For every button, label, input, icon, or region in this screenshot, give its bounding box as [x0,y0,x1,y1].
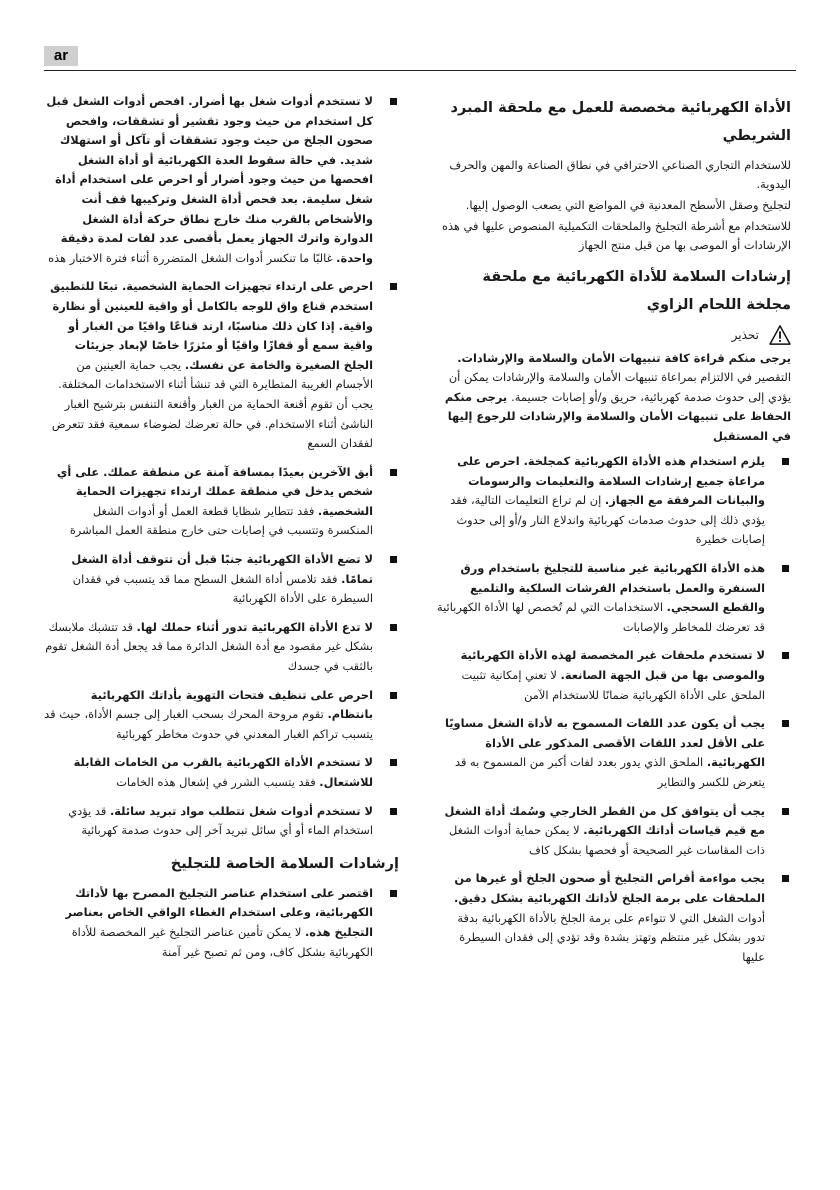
intended-use-line-2: لتجليخ وصقل الأسطح المعدنية في المواضع التي يصعب الوصول إليها. [465,198,791,212]
right-safety-list [437,452,791,967]
item-bold: لا تدع الأداة الكهربائية تدور أثناء حملك لها. [136,619,373,634]
warning-paragraph [437,349,791,446]
item-text: لا يمكن تأمين عناصر التجليخ غير المخصصة للأداة الكهربائية بشكل كاف، ومن ثم تصبح غير آمنة [71,924,373,959]
left-safety-list [44,92,399,841]
item-text: الاستخدامات التي لم تُخصص لها الأداة الكهربائية قد تعرضك للمخاطر والإصابات [437,600,765,634]
item-text: تقوم مروحة المحرك بسحب الغبار إلى جسم الأداة، حيث قد يتسبب تراكم الغبار المعدني في حدوث مخاطر كهربائية [44,707,373,741]
item-bold: احرص على ارتداء تجهيزات الحماية الشخصية. تبعًا للتطبيق استخدم قناع واق للوجه بالكامل أو واقية للعينين أو نظارة واقية. إذا كان ذلك مناسبًا، ارتد قناعًا واقيًا من الغبار أو واقية سمع أو قفازًا واقيًا أو مئزرًا خاصًا لإبعاد جزيئات الجلخ الصغيرة والخامة عن نفسك. [50,279,373,372]
list-item [44,92,399,268]
list-item [44,802,399,841]
item-bold: اقتصر على استخدام عناصر التجليخ المصرح بها لأداتك الكهربائية، وعلى استخدام الغطاء الواقي الخاص بعناصر التجليخ هذه. [65,885,373,939]
item-text: فقد يتسبب الشرر في إشعال هذه الخامات [116,775,320,789]
item-bold: يجب مواءمة أقراص التجليخ أو صحون الجلخ أو غيرها من الملحقات على برمة الجلخ لأداتك الكهربائية بشكل دقيق. [453,871,765,905]
intended-use-line-1: للاستخدام التجاري الصناعي الاحترافي في نطاق الصناعة والمهن والحرف اليدوية. [449,158,791,191]
section-title-safety: إرشادات السلامة للأداة الكهربائية مع ملحقة مجلخة اللحام الزاوي [482,269,791,313]
header-rule [44,70,796,71]
right-column [437,86,791,976]
warning-bold: يرجى منكم قراءة كافة تنبيهات الأمان والسلامة والإرشادات. [457,351,791,365]
item-text: فقد تلامس أداة الشغل السطح مما قد يتسبب في فقدان السيطرة على الأداة الكهربائية [72,571,373,606]
item-bold: يلزم استخدام هذه الأداة الكهربائية كمجلخة. احرص على مراعاة جميع إرشادات السلامة والتعليمات والرسومات والبيانات المرفقة مع الجهاز. [457,454,765,508]
item-text: لا يمكن حماية أدوات الشغل ذات المقاسات غير الصحيحة أو فحصها بشكل كاف [449,823,765,857]
list-item [44,277,399,453]
warning-triangle-icon [769,325,791,345]
item-bold: يجب أن يكون عدد اللفات المسموح به لأداة الشغل مساويًا على الأقل لعدد اللفات الأقصى المذكور على الأداة الكهربائية. [444,716,765,770]
item-bold: لا تستخدم أدوات شغل تتطلب مواد تبريد سائلة. [109,803,373,818]
warning-header [437,325,791,345]
list-item [44,753,399,792]
language-tab: ar [44,46,78,66]
item-bold: أبق الآخرين بعيدًا بمسافة آمنة عن منطقة عملك. على أي شخص يدخل في منطقة عملك ارتداء تجهيزات الحماية الشخصية. [56,464,373,518]
list-item [437,559,791,637]
list-item [437,452,791,550]
item-text: قد تتشبك ملابسك بشكل غير مقصود مع أدة الشغل الدائرة مما قد يجعل أدة الشغل تقوم بالثقب في جسدك [45,619,373,674]
list-item [437,646,791,705]
item-text: قد يؤدي استخدام الماء أو أي سائل تبريد آخر إلى حدوث صدمة كهربائية [68,803,373,838]
item-bold: يجب أن يتوافق كل من القطر الخارجي وسُمك أداة الشغل مع قيم قياسات أداتك الكهربائية. [444,803,765,838]
list-item [44,884,399,962]
warning-label: تحذير [731,328,759,342]
item-text: غالبًا ما تنكسر أدوات الشغل المتضررة أثناء فترة الاختبار هذه [48,250,337,265]
section-title-grinding: إرشادات السلامة الخاصة للتجليخ [170,855,399,872]
list-item [44,463,399,541]
list-item [44,618,399,677]
item-text: فقد تتطاير شظايا قطعة العمل أو أدوات الشغل المنكسرة وتتسبب في إصابات حتى خارج منطقة العمل المباشرة [69,503,373,538]
section-title-intended-use: الأداة الكهربائية مخصصة للعمل مع ملحقة المبرد الشريطي [450,100,791,144]
item-bold: احرص على تنظيف فتحات التهوية بأداتك الكهربائية بانتظام. [90,687,373,722]
item-text: أدوات الشغل التي لا تتواءم على برمة الجلخ بالأداة الكهربائية بدقة تدور بشكل غير منتظم وتهتز بشدة وقد تؤدي إلى فقدان السيطرة عليها [457,910,765,964]
warning-plain: التقصير في الالتزام بمراعاة تنبيهات الأمان والسلامة والإرشادات يمكن أن يؤدي إلى حدوث صدمة كهربائية، حريق و/أو إصابات جسيمة. [448,370,791,404]
item-bold: لا تستخدم أدوات شغل بها أضرار. افحص أدوات الشغل قبل كل استخدام من حيث وجود تقشير أو تشققات، وافحص صحون الجلخ من حيث وجود تشققات أو تآكل أو استهلاك شديد. في حالة سقوط العدة الكهربائية أو أداة الشغل افحصها من حيث وجود أضرار أو احرص على استخدام أداة شغل سليمة. بعد فحص أداة الشغل وتركيبها قف أنت والأشخاص بالقرب منك خارج نطاق حركة أداة الشغل الدوارة واترك الجهاز يعمل بأقصى عدد لفات لمدة دقيقة واحدة. [46,94,373,265]
item-text: يجب حماية العينين من الأجسام الغريبة المتطايرة التي قد تنشأ أثناء الاستخدامات المختلفة. يجب أن تقوم أقنعة الحماية من الغبار وأقنعة التنفس بترشيح الغبار الناشئ أثناء الاستخدام. في حالة تعرضك لضوضاء سمعية فقد تتعرض لفقدان السمع [51,357,373,451]
item-bold: لا تستخدم الأداة الكهربائية بالقرب من الخامات القابلة للاشتعال. [73,755,373,789]
left-column [44,92,399,971]
list-item [44,686,399,745]
item-bold: هذه الأداة الكهربائية غير مناسبة للتجليخ باستخدام ورق السنفرة والعمل باستخدام الفرشات السلكية والتلميع والقطع السحجي. [460,561,765,615]
intended-use-line-3: للاستخدام مع أشرطة التجليخ والملحقات التكميلية المنصوص عليها في هذه الإرشادات أو الموصى بها من قبل منتج الجهاز [441,219,791,252]
list-item [437,869,791,967]
item-text: إن لم تراع التعليمات التالية، فقد يؤدي ذلك إلى حدوث صدمات كهربائية واندلاع النار و/أو إلى حدوث إصابات خطيرة [450,493,765,547]
list-item [437,714,791,792]
item-bold: لا تضع الأداة الكهربائية جنبًا قبل أن تتوقف أداة الشغل تمامًا. [71,552,373,586]
list-item [437,802,791,861]
item-bold: لا تستخدم ملحقات غير المخصصة لهذه الأداة الكهربائية والموصى بها من قبل الجهة الصانعة. [460,648,765,682]
list-item [44,550,399,609]
item-text: الملحق الذي يدور بعدد لفات أكبر من المسموح به قد يتعرض للكسر والتطاير [454,755,765,789]
grinding-safety-list [44,884,399,962]
item-text: لا تعني إمكانية تثبيت الملحق على الأداة الكهربائية ضمانًا للاستخدام الآمن [461,667,765,702]
warning-keep: يرجى منكم الحفاظ على تنبيهات الأمان والسلامة والإرشادات للرجوع إليها في المستقبل [444,389,791,443]
